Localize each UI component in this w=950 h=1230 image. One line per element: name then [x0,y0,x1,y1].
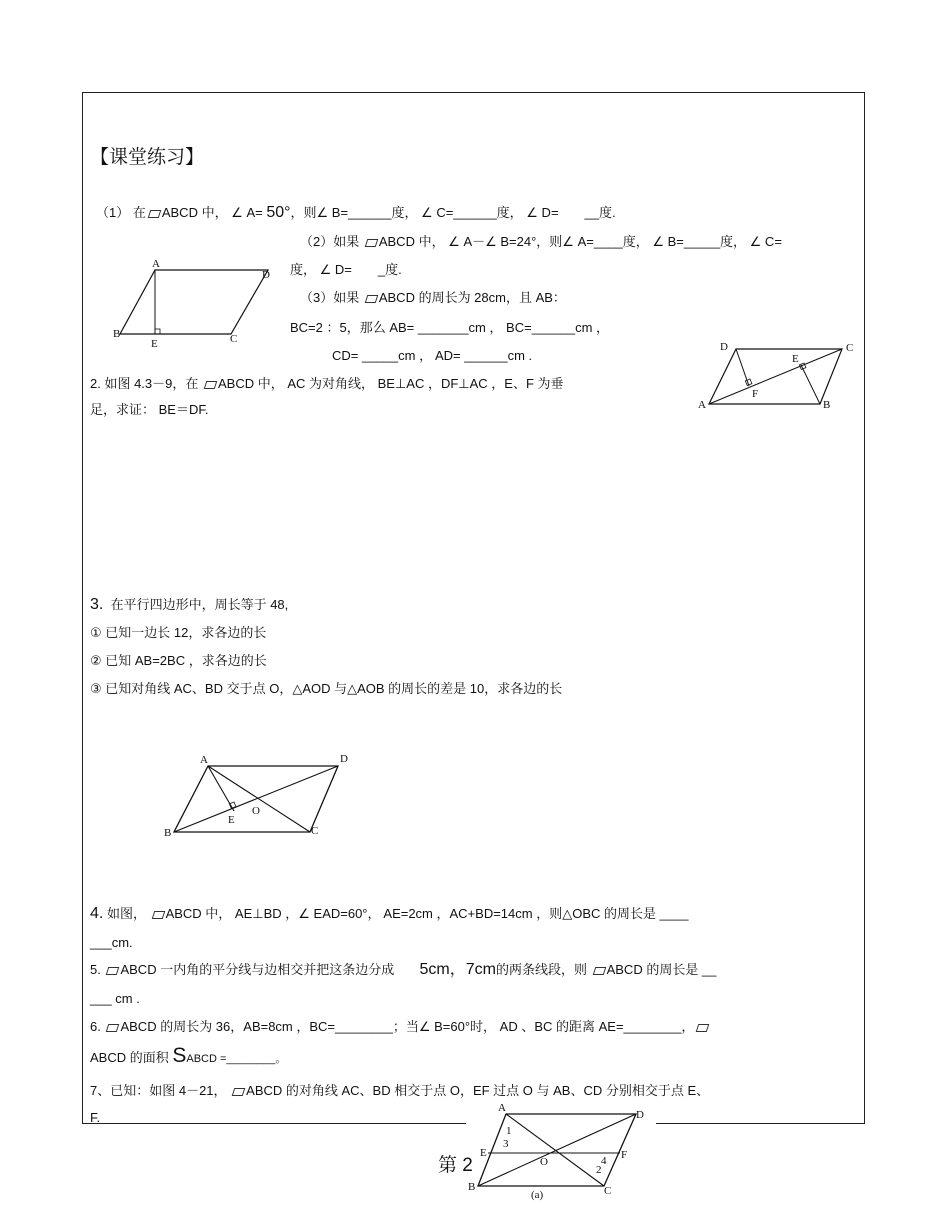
fig7-angle-4: 4 [601,1155,607,1167]
q2-line1: 2. 如图 4.3－9，在 ABCD 中， AC 为对角线， BE⊥AC ，DF⊥AC ，E、F 为垂 [90,376,564,391]
q5-line2: ___ cm . [90,991,140,1006]
q2-line2: 足，求证： BE＝DF. [90,402,209,417]
q3-item1: ① 已知一边长 12，求各边的长 [90,625,267,640]
fig3-label-B: B [164,827,172,839]
fig2-label-C: C [846,342,854,354]
figure-7-parallelogram [466,1102,656,1230]
figure-1-parallelogram [110,256,280,350]
q1-part3: （3）如果 ABCD 的周长为 28cm，且 AB： [300,290,566,305]
fig7-label-O: O [540,1156,548,1168]
fig3-label-A: A [200,754,208,766]
fig7-label-B: B [468,1181,476,1193]
fig7-angle-2: 2 [596,1164,602,1176]
fig2-label-B: B [823,399,831,411]
q7-line1: 7、已知：如图 4－21， ABCD 的对角线 AC、BD 相交于点 O，EF 过点 O 与 AB、CD 分别相交于点 E、 [90,1083,710,1098]
fig1-label-C: C [230,333,238,345]
parallelogram-symbol-icon [204,381,218,389]
q3-item3: ③ 已知对角线 AC、BD 交于点 O，△AOD 与△AOB 的周长的差是 10，求各边的长 [90,681,563,696]
figure-2-parallelogram [694,336,866,416]
q7-line2: F. [90,1110,101,1125]
parallelogram-symbol-icon [106,967,120,975]
q5-line1: 5. ABCD 一内角的平分线与边相交并把这条边分成 5cm，7cm的两条线段，则 ABCD 的周长是 __ [90,961,717,978]
parallelogram-symbol-icon [365,295,379,303]
parallelogram-symbol-icon [696,1024,710,1032]
parallelogram-symbol-icon [592,967,606,975]
q3-item2: ② 已知 AB=2BC ，求各边的长 [90,653,267,668]
parallelogram-symbol-icon [106,1024,120,1032]
page-number: 第 2 [438,1155,473,1176]
fig2-label-D: D [720,341,728,353]
figure-3-parallelogram [160,748,360,844]
q1-part2-cont: 度， ∠ D= _度. [290,262,402,277]
fig7-angle-1: 1 [506,1125,512,1137]
fig3-label-C: C [311,825,319,837]
fig1-label-A: A [152,258,160,270]
parallelogram-symbol-icon [148,210,162,218]
q4-line2: ___cm. [90,935,133,950]
fig1-label-B: B [113,328,121,340]
fig3-label-D: D [340,753,348,765]
parallelogram-symbol-icon [365,239,379,247]
q1-part3-cont: BC=2 ：5，那么 AB= _______cm ， BC=______cm ， [290,320,610,335]
q6-line2: ABCD 的面积 SABCD =________。 [90,1044,287,1067]
q1-part2: （2）如果 ABCD 中， ∠ A－∠ B=24°，则∠ A=____度， ∠ B=_____度， ∠ C= [300,234,782,249]
fig7-caption: (a) [531,1189,544,1201]
fig7-label-D: D [636,1109,644,1121]
q1-part1: （1） 在 ABCD 中， ∠ A= 50°，则∠ B=______度， ∠ C=______度， ∠ D= __度. [96,204,616,221]
parallelogram-symbol-icon [151,911,165,919]
fig3-label-E: E [228,814,235,826]
fig7-label-E: E [480,1147,487,1159]
fig7-angle-3: 3 [503,1138,509,1150]
fig3-label-O: O [252,805,260,817]
q3-intro: 3. 在平行四边形中，周长等于 48, [90,596,289,613]
fig2-label-E: E [792,353,799,365]
q1-part3-cont2: CD= _____cm ， AD= ______cm . [332,348,533,363]
fig2-label-F: F [752,388,759,400]
fig1-label-E: E [151,338,158,350]
q4-line1: 4. 如图， ABCD 中， AE⊥BD ，∠ EAD=60°， AE=2cm ，AC+BD=14cm ，则△OBC 的周长是 ____ [90,905,689,922]
parallelogram-symbol-icon [232,1088,246,1096]
fig7-label-F: F [621,1149,628,1161]
fig7-label-C: C [604,1185,612,1197]
fig7-label-A: A [498,1102,506,1114]
section-title: 【课堂练习】 [90,147,205,168]
fig1-label-D: D [262,269,270,281]
q6-line1: 6. ABCD 的周长为 36，AB=8cm ，BC=________；当∠ B=60°时， AD 、BC 的距离 AE=________， [90,1019,710,1035]
fig2-label-A: A [698,399,706,411]
